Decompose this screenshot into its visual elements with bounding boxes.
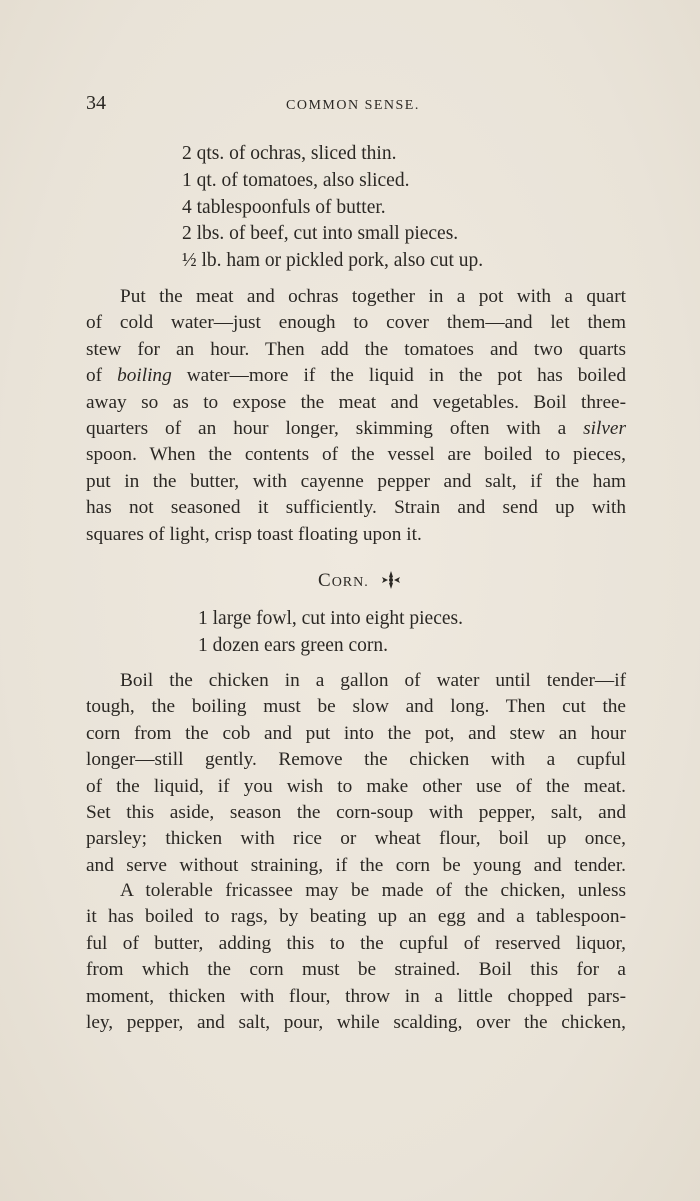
ingredient-line: 1 large fowl, cut into eight pieces. xyxy=(198,608,463,629)
text-line: tough, the boiling must be slow and long. Then cut the xyxy=(86,696,626,718)
text-line: away so as to expose the meat and vegetables. Boil three- xyxy=(86,391,626,413)
running-head: COMMON SENSE. xyxy=(286,98,420,113)
text-line: squares of light, crisp toast floating upon it. xyxy=(86,523,422,545)
italic-word: boiling xyxy=(117,365,172,387)
text-line: ley, pepper, and salt, pour, while scalding, over the chicken, xyxy=(86,1012,626,1034)
text-line: longer—still gently. Remove the chicken with a cupful xyxy=(86,749,626,771)
text-line: spoon. When the contents of the vessel are boiled to pieces, xyxy=(86,444,626,466)
text-line: has not seasoned it sufficiently. Strain and send up with xyxy=(86,497,626,519)
text-line: Set this aside, season the corn-soup with pepper, salt, and xyxy=(86,802,626,824)
ingredient-line: 1 qt. of tomatoes, also sliced. xyxy=(182,169,410,191)
text-run: quarters of an hour longer, skimming often with a xyxy=(86,418,584,440)
text-line: ful of butter, adding this to the cupful of reserved liquor, xyxy=(86,932,626,954)
text-line: from which the corn must be strained. Boil this for a xyxy=(86,959,626,981)
page-header xyxy=(86,92,626,120)
text-line: of cold water—just enough to cover them—and let them xyxy=(86,312,626,334)
text-line: moment, thicken with flour, throw in a little chopped pars- xyxy=(86,985,626,1007)
text-line: Boil the chicken in a gallon of water until tender—if xyxy=(120,670,626,691)
italic-word: silver xyxy=(583,418,626,440)
text-run: water—more if the liquid in the pot has boiled xyxy=(171,365,626,387)
paragraph-fricassee xyxy=(86,878,626,1036)
ingredient-list-ochra-soup xyxy=(182,141,483,275)
heading-initial: C xyxy=(318,570,332,591)
ingredient-line: 2 qts. of ochras, sliced thin. xyxy=(182,143,397,164)
paragraph-corn-instructions xyxy=(86,668,626,879)
section-heading-corn xyxy=(318,570,402,592)
text-line xyxy=(86,416,626,442)
text-line: put in the butter, with cayenne pepper and salt, if the ham xyxy=(86,470,626,492)
ingredient-line: ½ lb. ham or pickled pork, also cut up. xyxy=(182,250,484,272)
text-line: corn from the cob and put into the pot, and stew an hour xyxy=(86,722,626,744)
text-line: stew for an hour. Then add the tomatoes and two quarts xyxy=(86,338,626,360)
ingredient-line: 4 tablespoonfuls of butter. xyxy=(182,196,386,218)
ingredient-line: 2 lbs. of beef, cut into small pieces. xyxy=(182,223,459,245)
text-line: Put the meat and ochras together in a pot with a quart xyxy=(120,286,626,307)
text-line: of the liquid, if you wish to make other use of the meat. xyxy=(86,775,626,797)
ingredient-line: 1 dozen ears green corn. xyxy=(198,634,389,656)
page-number: 34 xyxy=(86,92,106,114)
maltese-cross-pointing-hand-icon xyxy=(380,570,402,590)
text-run: of xyxy=(86,365,118,387)
text-line: A tolerable fricassee may be made of the chicken, unless xyxy=(120,880,626,901)
ingredient-list-corn-soup xyxy=(198,606,463,660)
paragraph-ochra-instructions xyxy=(86,284,626,548)
heading-rest: ORN. xyxy=(331,575,369,590)
text-line: parsley; thicken with rice or wheat flour, boil up once, xyxy=(86,828,626,850)
text-line: it has boiled to rags, by beating up an egg and a tablespoon- xyxy=(86,906,626,928)
text-line: and serve without straining, if the corn be young and tender. xyxy=(86,854,626,876)
text-line xyxy=(86,363,626,389)
